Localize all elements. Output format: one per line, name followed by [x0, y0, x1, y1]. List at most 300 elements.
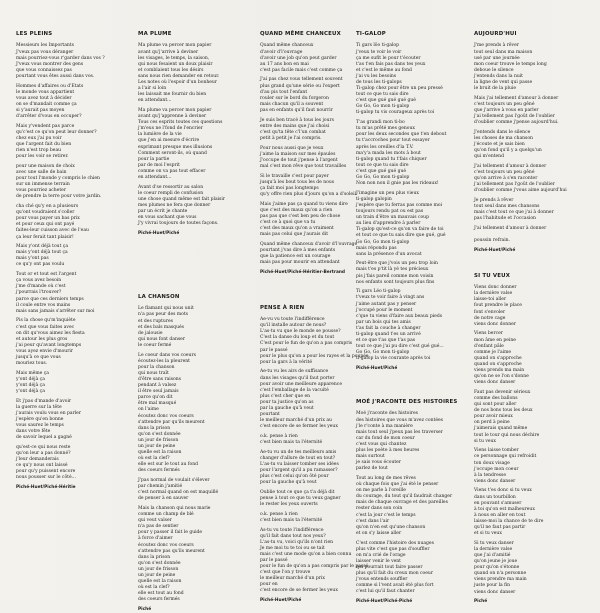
lyrics-line: pour une maison de choix	[16, 163, 75, 169]
lyrics-line: un jour de frisson	[138, 437, 179, 443]
lyrics-line: pas en enfants qu'il faut nourrir	[260, 107, 333, 113]
lyrics-stanza	[474, 198, 586, 222]
lyrics-line: qu'il installe autour de nous?	[260, 323, 327, 329]
lyrics-line: comme je l'aime	[474, 349, 512, 355]
lyrics-line: où est la clef?	[138, 456, 170, 462]
lyrics-line: Viens bercer	[474, 331, 503, 337]
song-block	[474, 32, 586, 254]
song-title: PENSE À RIEN	[260, 304, 305, 311]
song-credit: Piché-Huet/Piché	[260, 598, 302, 604]
lyrics-line: cha ché qu'y en a plusieurs	[16, 204, 79, 210]
lyrics-line: Go Go, Go mon ti-galop	[356, 174, 410, 180]
lyrics-line: qu'on jeune je joue	[474, 559, 518, 565]
lyrics-line: Oublie tout ce que ça t'a déjà dit	[260, 489, 335, 495]
lyrics-stanza	[356, 43, 468, 116]
lyrics-stanza	[474, 130, 586, 160]
lyrics-line: tu m'as prêté mes genoux	[356, 126, 415, 132]
lyrics-line: de prendre la terre pour votre jardin.	[16, 194, 102, 200]
lyrics-stanza	[16, 164, 128, 201]
song-lyrics	[474, 43, 586, 244]
lyrics-line: tout ce que tu sais dire	[356, 162, 409, 168]
song-credit: Piché-Huet/Piché	[356, 366, 398, 372]
lyrics-stanza	[16, 371, 128, 395]
lyrics-line: les laissait me fournir du bien	[138, 92, 207, 98]
lyrics-line: de notre cage	[474, 315, 506, 321]
lyrics-line: pis j'fais pareil comme mon voisin	[356, 273, 434, 279]
lyrics-line: pourtant	[260, 412, 280, 418]
lyrics-line: rouler sur le bord du forgeron	[260, 95, 329, 101]
lyrics-line: de jalousie	[138, 330, 163, 336]
song-block	[356, 32, 468, 372]
lyrics-line: que c'est des maux qu'on a rien	[260, 207, 333, 213]
lyrics-line: les visages, le temps, la saison,	[138, 55, 210, 61]
lyrics-line: des histoires que vous m'avez contées	[356, 417, 443, 423]
lyrics-line: vous pourriez acheter	[16, 188, 66, 194]
lyrics-line: j'aime la maison sur mes épaules	[260, 151, 336, 157]
lyrics-line: pour la gars à la vérité	[260, 359, 313, 365]
lyrics-stanza	[474, 541, 586, 596]
lyrics-line: de nos bons tous les deux	[474, 408, 533, 414]
lyrics-line: viens donc danser	[474, 589, 516, 595]
lyrics-line: on dit qu'vous aimez les fiesta	[16, 330, 85, 336]
lyrics-stanza	[16, 272, 128, 315]
lyrics-stanza	[474, 43, 586, 92]
lyrics-line: mais répondu pas	[356, 245, 397, 251]
lyrics-line: d'oublier comme j'pense aujourd'hui.	[474, 120, 559, 126]
lyrics-line: avec une salle de bain	[16, 169, 67, 175]
lyrics-line: on me parle à l'oreille	[356, 488, 406, 494]
lyrics-line: ça me sufit le pour t'écouter	[356, 55, 421, 61]
lyrics-line: le bruit de la pluie	[474, 86, 516, 92]
lyrics-line: mais t'es p'tit là yé tes précieux	[356, 267, 429, 273]
lyrics-line: n'a pas peur des mots	[138, 312, 188, 318]
lyrics-line: d'avoir d'l'ouvrage	[260, 49, 303, 55]
lyrics-line: ça vous avez besoin	[16, 278, 62, 284]
lyrics-line: mais pourriez-vous r'garder dans vos ?	[16, 55, 105, 61]
lyrics-line: qu'c'est ce qu'on peut leur donner?	[16, 129, 97, 135]
lyrics-line: mais y'ont déjà tout ça	[16, 250, 68, 256]
lyrics-line: Et j'pas d'mande d'avoir	[16, 398, 72, 404]
lyrics-line: qui nous traît	[138, 370, 169, 376]
lyrics-line: c'est l'emballage de la vacuité	[260, 387, 329, 393]
lyrics-line: par de moi l'esprit	[138, 162, 180, 168]
lyrics-line: j'me d'mande où c'est	[16, 284, 66, 290]
lyrics-line: que j'ai d'amitié	[474, 553, 511, 558]
song-title: TI-GALOP	[356, 31, 386, 37]
lyrics-line: il coule entre vos mains	[16, 302, 71, 308]
lyrics-line: o.k. pense à rien	[260, 511, 298, 517]
song-credit: Piché-Huet/Piché-Héritie	[16, 485, 76, 491]
lyrics-line: c'que tu viens d'faire aux beaux pieds	[356, 313, 443, 319]
lyrics-line: j'ai tellement pas l'goût de l'oublier	[474, 182, 555, 188]
lyrics-line: mais y'ont pas	[16, 256, 49, 262]
lyrics-line: Mais y'ont déjà tout ça	[16, 244, 69, 250]
lyrics-line: c'est toujours un peu gêné	[474, 169, 535, 175]
song-lyrics	[356, 43, 468, 362]
lyrics-stanza	[16, 399, 128, 442]
lyrics-line: mais de chaque ouvrage et des pareilles	[356, 500, 448, 506]
song-lyrics	[356, 411, 468, 595]
song-title: LA CHANSON	[138, 293, 180, 300]
lyrics-line: en attendant...	[138, 174, 172, 180]
lyrics-line: et des bals masqués	[138, 324, 184, 330]
lyrics-line: c'est encore de se fermer les yeux	[260, 424, 338, 430]
lyrics-line: par la gauche qu'à veut	[260, 405, 314, 411]
lyrics-line: As-tu vu toute l'indifférence	[260, 527, 324, 533]
lyrics-line: o.k. pense à rien	[260, 433, 298, 439]
lyrics-line: au 17 ans bon en mai	[260, 61, 309, 67]
lyrics-line: où est la clef?	[138, 585, 170, 591]
lyrics-line: Ae-tu vu les airs de suffisance	[260, 369, 329, 375]
lyrics-line: elle est tout au fond	[138, 591, 184, 597]
lyrics-line: c'est que l'on y trouve	[260, 570, 311, 576]
lyrics-line: y'ont déjà ça	[16, 376, 45, 382]
lyrics-line: en attendant...	[138, 98, 172, 104]
lyrics-line: Si le travaille c'est pour payer	[260, 173, 329, 179]
lyrics-line: mais pas pour mourir en attendant	[260, 259, 340, 265]
lyrics-line: faites-leur cuisson avec de l'eau	[16, 228, 89, 234]
lyrics-line: L'as-tu vu laisser tomber ses idées	[260, 461, 339, 467]
song-title: LES PLEINS	[16, 31, 53, 37]
lyrics-line: y'ont déjà ça	[16, 389, 45, 395]
lyrics-line: que la patience est un courage	[260, 253, 331, 259]
lyrics-line: Mais y'vendent pas parce	[16, 123, 75, 129]
lyrics-line: Le coeur dans vos coeurs	[138, 352, 196, 358]
lyrics-stanza	[474, 285, 586, 328]
lyrics-line: de penser à en sauver	[138, 496, 189, 502]
lyrics-line: comme on va pas tout effacer	[138, 168, 206, 174]
lyrics-line: après les oreilles d'la T.V.	[356, 144, 414, 150]
lyrics-line: j'occupé pour le moment	[356, 307, 413, 313]
lyrics-line: fout prendre le place	[474, 303, 522, 309]
song-title: QUAND MÊME CHANCEUX	[260, 31, 341, 37]
lyrics-line: pour les voir se retirer.	[16, 154, 69, 160]
song-lyrics	[138, 43, 250, 227]
lyrics-stanza	[474, 390, 586, 445]
lyrics-line: ti-galop galopin	[356, 196, 392, 202]
lyrics-line: si y'aurait pas moyen	[16, 107, 65, 113]
lyrics-line: Mais la chanson qui nous marie	[138, 506, 211, 511]
lyrics-line: c'est que vous faites avec	[16, 324, 75, 330]
song-lyrics	[16, 43, 128, 481]
lyrics-line: Faut pas devenir sérieux	[474, 389, 531, 395]
lyrics-line: d'enfant pâle	[474, 343, 504, 349]
lyrics-line: j'leur demanderais	[16, 457, 59, 463]
lyrics-line: j'aime autant pas y penser	[356, 301, 417, 307]
lyrics-line: Quand même chanceux	[260, 43, 314, 49]
lyrics-line: une chose quand même est fait plaisir	[138, 196, 225, 202]
lyrics-stanza	[474, 448, 586, 485]
lyrics-line: pour ta justice qu'on as	[260, 399, 314, 405]
lyrics-line: laisse-moi la chance de te dire	[474, 518, 544, 524]
lyrics-line: par le passé	[260, 558, 288, 563]
lyrics-line: écoutez donc vos coeurs	[138, 542, 194, 548]
lyrics-stanza	[138, 306, 250, 349]
lyrics-stanza	[16, 445, 128, 482]
lyrics-line: en pouvant s'amuser	[474, 500, 522, 506]
lyrics-line: vous avez tout à décider	[16, 95, 72, 101]
song-lyrics	[138, 306, 250, 603]
lyrics-line: quand on n'a personne	[474, 571, 527, 577]
lyrics-stanza	[138, 353, 250, 475]
lyrics-line: mais surtout	[356, 454, 385, 460]
lyrics-line: J'veux vous montrer des gens	[16, 61, 84, 67]
lyrics-line: j'entends dans la nuit	[474, 73, 523, 79]
lyrics-line: ma'y'a mada les mots à bout	[356, 150, 421, 156]
lyrics-line: c'est encore de se fermer les yeux	[260, 588, 338, 594]
lyrics-line: comme des ballons	[474, 395, 518, 401]
lyrics-line: pas l'habitude et l'occasion	[474, 216, 536, 222]
lyrics-line: L'as-tu vu que le monde se pousse?	[260, 329, 341, 335]
lyrics-line: rien n'est trop beau	[16, 148, 62, 154]
lyrics-line: qu'on fond qu'il y a quelqu'un	[474, 148, 542, 154]
lyrics-line: pour qu'y puissent encore	[16, 469, 76, 475]
lyrics-line: comme un champ de blé	[138, 512, 194, 518]
lyrics-line: qui nous fesaient un doux plaisir	[138, 61, 213, 67]
lyrics-line: Je suis ben tracé à tous les jours	[260, 117, 334, 123]
lyrics-stanza	[138, 506, 250, 604]
lyrics-line: pourtant j'vas dire à mes enfants	[260, 247, 336, 253]
lyrics-line: sans la présence d'un avocat	[356, 251, 422, 257]
lyrics-line: des coeurs fermés	[138, 597, 180, 603]
lyrics-line: pour la chanson	[138, 364, 175, 370]
lyrics-line: à force d'aimer	[138, 536, 173, 542]
song-title: AUJOURD'HUI	[474, 31, 517, 37]
lyrics-line: viens donc danser	[474, 380, 516, 386]
lyrics-stanza	[474, 331, 586, 386]
lyrics-stanza	[474, 96, 586, 126]
lyrics-line: ti-galop quand t'es un arrivé	[356, 332, 421, 337]
lyrics-line: J'imagine un peu plus vieux	[356, 190, 419, 196]
lyrics-line: t'veux te voir faire à vingt ans	[356, 295, 425, 301]
lyrics-line: pendant à valsez	[138, 383, 177, 389]
lyrics-line: dans votre fête	[16, 429, 51, 435]
lyrics-line: ton doux visage	[474, 460, 510, 466]
lyrics-line: mais c'est tout ce que j'ai à donner	[474, 210, 554, 216]
lyrics-stanza	[138, 185, 250, 228]
lyrics-line: Mais j'aime pas ça quand tu viens dire	[260, 201, 348, 207]
lyrics-line: tout le tour qui nous déchire	[474, 432, 540, 438]
lyrics-stanza	[16, 84, 128, 121]
lyrics-line: la guerre sur la tête	[16, 404, 62, 410]
lyrics-line: T'as grandi mon ti-bo	[356, 120, 405, 126]
lyrics-line: viens donc danser	[474, 478, 516, 484]
lyrics-line: mouriez tous.	[16, 361, 48, 367]
lyrics-line: j'ai peur qu'avant longtemps	[16, 342, 82, 348]
lyrics-line: pour le plus qu'on a pour les rayes et la poupée	[260, 353, 369, 359]
lyrics-line: n'a pas de sentier	[138, 524, 179, 530]
lyrics-line: on l'aime	[138, 407, 159, 413]
lyrics-stanza	[356, 120, 468, 187]
lyrics-line: a l'air si loin	[138, 86, 167, 92]
lyrics-line: Le flamant qui nous unit	[138, 306, 194, 312]
lyrics-line: dans un tourbillon	[474, 494, 516, 500]
lyrics-line: on se d'mandait comme ça	[16, 101, 77, 107]
lyrics-line: laisse-toi aller	[474, 297, 507, 303]
lyrics-line: le coeur fermé	[138, 342, 172, 348]
lyrics-line: Ti gars lôo ti-galop	[356, 43, 399, 49]
lyrics-line: par un écrit je chante	[138, 209, 188, 215]
lyrics-line: c'est dans l'air	[356, 518, 390, 524]
lyrics-stanza	[138, 43, 250, 104]
lyrics-line: j'aimerais quand même	[474, 426, 528, 432]
lyrics-line: la ligne de vent qui passe	[474, 79, 533, 85]
lyrics-line: pense à tout ce que tu veux gagner	[260, 495, 341, 501]
lyrics-line: pour qu'on s'étonne	[474, 565, 520, 571]
lyrics-line: un jour de peine	[138, 573, 176, 579]
lyrics-line: que j'en ai mesure d'écrire	[138, 138, 200, 144]
lyrics-line: mais sans jamais s'arrêter sur moi	[16, 308, 95, 314]
lyrics-line: chez eux j'ai pu voir	[16, 135, 62, 141]
lyrics-line: et on s'y laisse aller	[356, 530, 402, 536]
lyrics-line: c'est la jour c'est le temps	[356, 512, 416, 518]
lyrics-line: pour en	[260, 582, 278, 588]
lyrics-line: J'occupe de tout j'pense à l'argent	[260, 157, 338, 163]
lyrics-line: ce qu'y nous ont laissé	[16, 463, 68, 469]
lyrics-line: et des ruptures	[138, 318, 173, 324]
lyrics-stanza	[16, 204, 128, 241]
lyrics-line: c'est que gué gué gué	[356, 168, 407, 174]
lyrics-line: Non non non il gnie pas les rideaux!	[356, 181, 439, 187]
lyrics-line: vous saurez le temps	[16, 423, 64, 429]
lyrics-line: quelle est la raison	[138, 579, 182, 585]
lyrics-line: qu'y offre rien plus d'jours qu'on a d'soleil.	[260, 191, 358, 197]
lyrics-line: j'veux te voir le voir	[356, 49, 402, 55]
song-title: MOÉ J'RACONTE DES HISTOIRES	[356, 399, 458, 406]
lyrics-stanza	[16, 124, 128, 161]
lyrics-line: juste pour la fin	[474, 583, 511, 589]
lyrics-line: et tout ce que tu sais dire que gué, gué	[356, 233, 446, 239]
lyrics-stanza	[16, 43, 128, 80]
lyrics-line: que j'arrive à vous en parler	[474, 107, 539, 113]
lyrics-line: la dernière valse	[474, 546, 513, 552]
lyrics-line: dans les visages qu'il faut porter	[260, 375, 335, 381]
lyrics-line: mais tout seul j'peux pas les traverser	[356, 429, 443, 435]
lyrics-line: écoutez-les la pleurent	[138, 358, 190, 364]
lyrics-line: un jour de frisson	[138, 566, 179, 572]
lyrics-line: jusqu'à les bout tous les de nous	[260, 179, 335, 185]
lyrics-line: écoutez donc vos coeurs	[138, 413, 194, 419]
lyrics-line: j'occupe mon coeur	[474, 466, 519, 472]
lyrics-line: par le passé	[260, 347, 288, 353]
lyrics-line: Peut-être que j'vois un peu trop loin	[356, 261, 438, 267]
lyrics-line: qu'il fait dans tout nos yeux?	[260, 533, 326, 539]
lyrics-line: C'est la danse du loup et du tout	[260, 335, 335, 341]
lyrics-line: de tous les ti-galops	[356, 79, 402, 85]
lyrics-line: J'ai tellement d'amour à donner	[474, 163, 547, 169]
lyrics-line: comme si l'vent avait été plus fort	[356, 583, 434, 589]
lyrics-line: c'est vous qui chantez	[356, 441, 407, 447]
lyrics-line: mon âme en peine	[474, 337, 516, 343]
lyrics-line: avant qu'j'arrive à deviner	[138, 49, 199, 55]
lyrics-line: Comment seront-ils, où quand	[138, 150, 207, 156]
lyrics-line: qu'il ne faut pas partir	[474, 525, 526, 531]
lyrics-line: tu t'accroches pour tout essayer	[356, 138, 430, 144]
song-credit: Piché-Huet/Piché	[138, 230, 180, 236]
lyrics-line: qui pourrait tout faire passer	[356, 564, 423, 570]
lyrics-stanza	[138, 108, 250, 181]
lyrics-line: Ti-galop qu'est-ce qu'on va faire de toi	[356, 227, 444, 233]
lyrics-line: Viens donc donner	[474, 285, 517, 291]
lyrics-column	[138, 32, 250, 613]
lyrics-line: viens prendre ma main	[474, 577, 527, 583]
song-block	[138, 32, 250, 237]
lyrics-line: du courage, du tout qu'il faudrait changer	[356, 494, 453, 500]
lyrics-line: plus c'est celui qu'on ôté pour	[260, 474, 329, 480]
lyrics-line: Si tu veux danser	[474, 540, 514, 546]
lyrics-line: Je prends à rêver	[474, 197, 514, 203]
lyrics-line: d'au pis tout l'enfant	[260, 89, 308, 95]
lyrics-line: je sais vous écouter	[356, 460, 401, 466]
lyrics-line: J'entends dans le silence	[474, 129, 531, 135]
lyrics-line: pour les deux secondes que t'en debout	[356, 132, 447, 138]
lyrics-line: et si tu veux	[474, 531, 502, 537]
lyrics-stanza	[474, 226, 586, 244]
lyrics-line: Go Go, Go mon ti-galop	[356, 104, 410, 110]
lyrics-line: Hommes d'affaires ou d'Etats	[16, 83, 84, 89]
lyrics-line: plus c'est cher que en	[260, 393, 311, 399]
lyrics-line: Viens t'es donc si tu veux	[474, 488, 532, 494]
song-block	[138, 295, 250, 613]
lyrics-line: j'ai vu les besoins	[356, 73, 397, 79]
lyrics-stanza	[474, 164, 586, 194]
lyrics-line: et c'est le même au fond	[356, 67, 412, 73]
lyrics-line: font s'envoler	[474, 309, 506, 315]
lyrics-line: exprimant presque mes illusions	[138, 144, 213, 150]
lyrics-stanza	[474, 488, 586, 537]
lyrics-stanza	[16, 318, 128, 367]
lyrics-line: la dernière valse	[474, 291, 513, 297]
song-credit: Piché-Huet/Piché-Héritier-Bertrand	[260, 269, 346, 275]
lyrics-line: c'est toujours un peu gêné	[474, 101, 535, 107]
lyrics-line: deboue le silence	[474, 67, 514, 73]
lyrics-stanza	[356, 476, 468, 537]
lyrics-line: à nous en aller en tout	[474, 512, 526, 518]
lyrics-line: Go Go, Go mon ti-galop	[356, 350, 410, 356]
lyrics-line: c'est bien mais ta l'éternité	[260, 517, 323, 523]
lyrics-line: et ce que t'as que t'as pas	[356, 338, 416, 344]
lyrics-line: t'as t'en fais pas dans tes yeux	[356, 61, 426, 67]
lyrics-line: le coeur rempli de confusion	[138, 190, 204, 196]
lyrics-column	[474, 32, 586, 605]
lyrics-line: Messieurs les Importants	[16, 43, 74, 49]
lyrics-line: le meilleur marché d'un prix	[260, 576, 325, 582]
lyrics-line: et pour ceux qui ont payé	[16, 222, 75, 228]
lyrics-line: par chemin j'amitié	[138, 484, 183, 490]
song-block	[356, 400, 468, 605]
lyrics-line: ça leur ferait tant plaisir!	[16, 234, 74, 240]
song-title: MA PLUME	[138, 31, 172, 37]
lyrics-line: on m'a crié de l'orage	[356, 552, 406, 558]
lyrics-line: pour la partie	[138, 156, 170, 162]
song-credit: Piché-Huet/Piché-Piché	[356, 598, 413, 604]
lyrics-line: parce que ces derniers temps	[16, 296, 84, 302]
lyrics-line: que l'argent fait du bien	[16, 142, 72, 147]
lyrics-line: c'est bien mais ta l'éternité	[260, 440, 323, 446]
song-credit: Piché-Huet/Piché	[474, 247, 516, 253]
lyrics-line: Ma plume va percer mon papier	[138, 43, 212, 49]
lyrics-line: qu'est-ce qui nous reste	[16, 444, 71, 450]
lyrics-line: pour vous payer un bas prix	[16, 216, 80, 222]
lyrics-line: mais pas celui que j'aurais dit	[260, 232, 329, 237]
lyrics-line: un jour de peine	[138, 443, 176, 449]
lyrics-line: mes plumes ne fera que donner	[138, 202, 211, 208]
lyrics-line: tout seul dans mes chansons	[474, 204, 540, 210]
lyrics-line: quand on s'approche	[474, 355, 522, 361]
lyrics-line: que vous connaissez pas	[16, 67, 72, 73]
lyrics-line: viens donc donner	[474, 321, 516, 327]
lyrics-line: viens prends ma main	[474, 368, 525, 373]
